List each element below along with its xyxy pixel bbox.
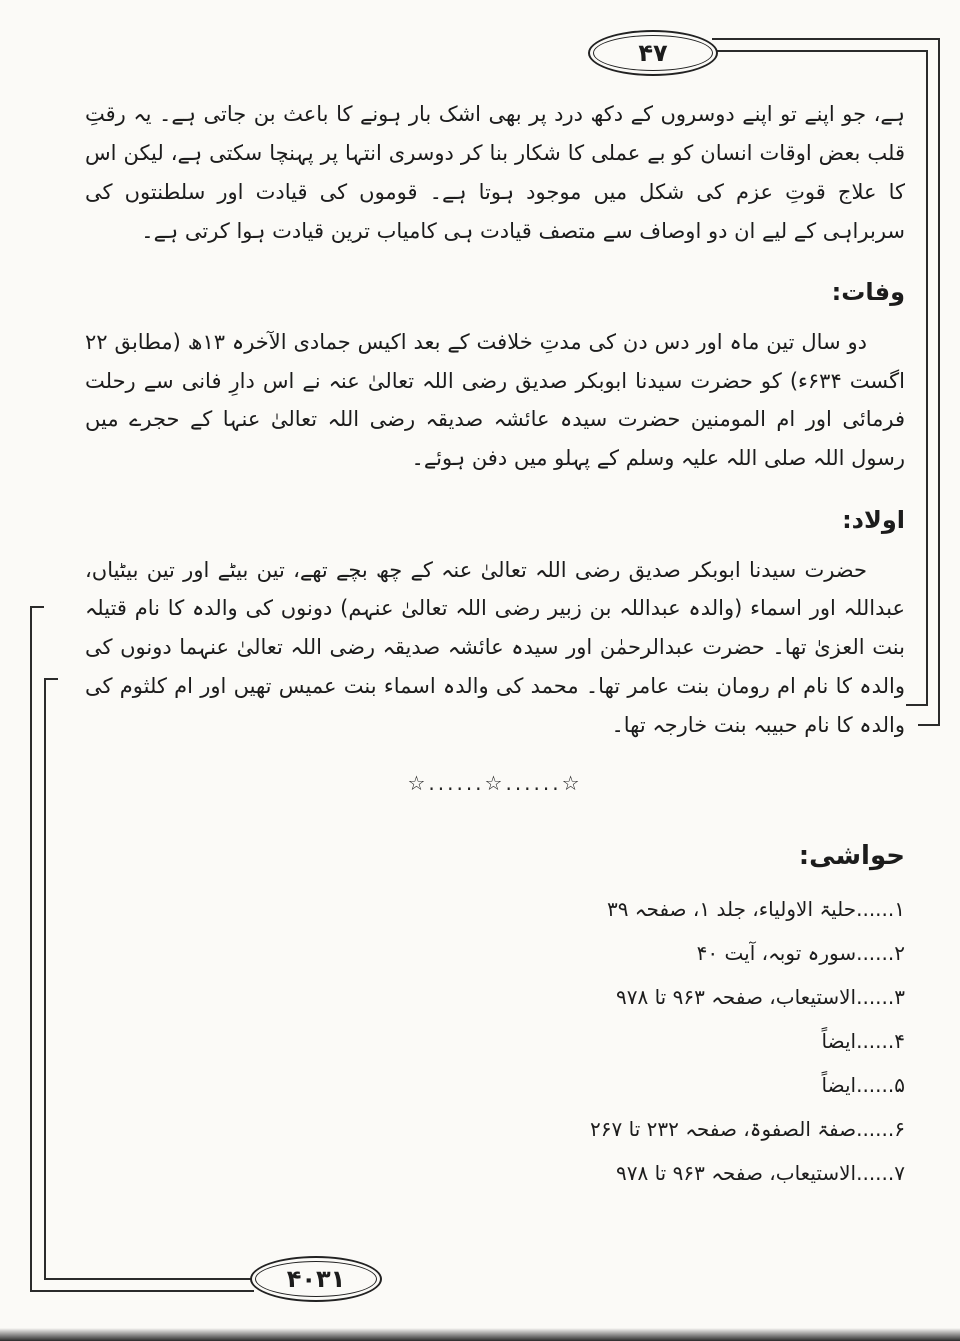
paragraph-wafat: دو سال تین ماہ اور دس دن کی مدتِ خلافت کے بعد اکیس جمادی الآخرہ ۱۳ھ (مطابق ۲۲ اگست ۶۳۴ء) کو حضرت سیدنا ابوبکر صدیق رضی اللہ تعالیٰ عنہ نے اس دارِ فانی سے رحلت فرمائی اور ام المومنین حضرت سیدہ عائشہ صدیقہ رضی اللہ تعالیٰ عنہا کے حجرے میں رسول اللہ صلی اللہ علیہ وسلم کے پہلو میں دفن ہوئے۔ [85, 329, 905, 471]
footnote-item: ۳......الاستیعاب، صفحہ ۹۶۳ تا ۹۷۸ [616, 984, 905, 1009]
paragraph-aulad: حضرت سیدنا ابوبکر صدیق رضی اللہ تعالیٰ عنہ کے چھ بچے تھے، تین بیٹے اور تین بیٹیاں، عبداللہ اور اسماء (والدہ عبداللہ بن زبیر رضی اللہ تعالیٰ عنہم) دونوں کی والدہ کا نام قتیلہ بنت العزیٰ تھا۔ حضرت عبدالرحمٰن اور سیدہ عائشہ صدیقہ رضی اللہ تعالیٰ عنہما دونوں کی والدہ کا نام ام رومان بنت عامر تھا۔ محمد کی والدہ اسماء بنت عمیس تھیں اور ام کلثوم کی والدہ کا نام حبیبہ بنت خارجہ تھا۔ [85, 557, 905, 737]
footnote-item: ۴......ایضاً [821, 1028, 905, 1053]
footnote-item: ۱......حلیۃ الاولیاء، جلد ۱، صفحہ ۳۹ [606, 896, 905, 921]
border-bottom-line-inner [44, 1278, 254, 1280]
heading-wafat: وفات: [831, 278, 905, 307]
page-number-oval-top [588, 30, 718, 76]
border-left-line-outer [30, 606, 32, 1292]
border-left-tick-outer [30, 606, 44, 608]
footnote-item: ۵......ایضاً [821, 1072, 905, 1097]
page-number-oval-bottom [250, 1256, 382, 1302]
border-top-line-inner [712, 50, 928, 52]
border-top-line-outer [712, 38, 940, 40]
footnotes-list [85, 894, 905, 1188]
scanner-edge-shadow [0, 1328, 960, 1341]
text-column [85, 95, 905, 1188]
page-number-bottom: ۴۰۳۱ [286, 1265, 346, 1293]
footnote-item: ۷......الاستیعاب، صفحہ ۹۶۳ تا ۹۷۸ [616, 1160, 905, 1185]
border-right-line-outer [938, 38, 940, 726]
border-left-line-inner [44, 678, 46, 1280]
heading-hawashi: حواشی: [798, 840, 905, 871]
page-number-top: ۴۷ [638, 39, 668, 67]
paragraph-continuation: ہے، جو اپنے تو اپنے دوسروں کے دکھ درد پر بھی اشک بار ہونے کا باعث بن جاتی ہے۔ یہ رقتِ قلب بعض اوقات انسان کو بے عملی کا شکار بنا کر دوسری انتہا پر پہنچا سکتی ہے، لیکن اس کا علاج قوتِ عزم کی شکل میں موجود ہوتا ہے۔ قوموں کی قیادت اور سلطنتوں کی سربراہی کے لیے ان دو اوصاف سے متصف قیادت ہی کامیاب ترین قیادت ہوا کرتی ہے۔ [85, 102, 905, 243]
footnote-item: ۲......سورہ توبہ، آیت ۴۰ [696, 940, 905, 965]
footnote-item: ۶......صفۃ الصفوۃ، صفحہ ۲۳۲ تا ۲۶۷ [590, 1116, 905, 1141]
border-left-tick-inner [44, 678, 58, 680]
border-right-line-inner [926, 50, 928, 706]
border-right-hook-inner [906, 704, 928, 706]
border-bottom-line-outer [30, 1290, 254, 1292]
star-divider: ☆......☆......☆ [407, 770, 583, 795]
heading-aulad: اولاد: [842, 506, 905, 535]
border-right-hook-outer [918, 724, 940, 726]
